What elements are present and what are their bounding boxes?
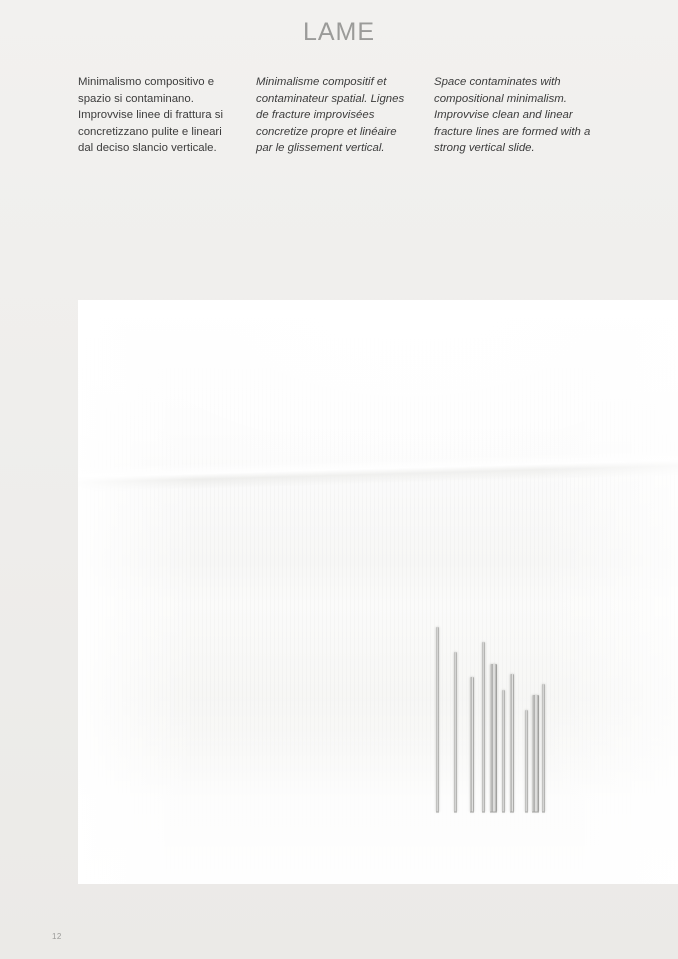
text-columns [78,74,604,157]
metal-rod [436,627,439,812]
metal-rod [502,690,505,812]
metal-rod [470,677,474,812]
metal-rods-group [350,512,470,812]
page-number: 12 [52,932,62,941]
photo-right-vignette [538,300,678,884]
metal-rod [482,642,485,812]
metal-rod [532,695,539,812]
column-english [434,74,594,157]
column-italian [78,74,238,157]
metal-rod [525,710,528,812]
column-french [256,74,416,157]
metal-rod [490,664,497,812]
product-photo [78,300,678,884]
column-english-text: Space contaminates with compositional minimalism. Improvvise clean and linear fracture lines are formed with a strong vertical slide. [434,76,591,155]
column-italian-text: Minimalismo compositivo e spazio si contaminano. Improvvise linee di frattura si concretizzano pulite e lineari dal deciso slancio verticale. [78,76,223,155]
metal-rod [542,684,545,812]
metal-rod [510,674,514,812]
metal-rod [454,652,457,812]
column-french-text: Minimalisme compositif et contaminateur spatial. Lignes de fracture improvisées concretize propre et linéaire par le glissement vertical. [256,76,405,155]
page-title: LAME [302,18,376,46]
photo-left-vignette [78,300,198,884]
